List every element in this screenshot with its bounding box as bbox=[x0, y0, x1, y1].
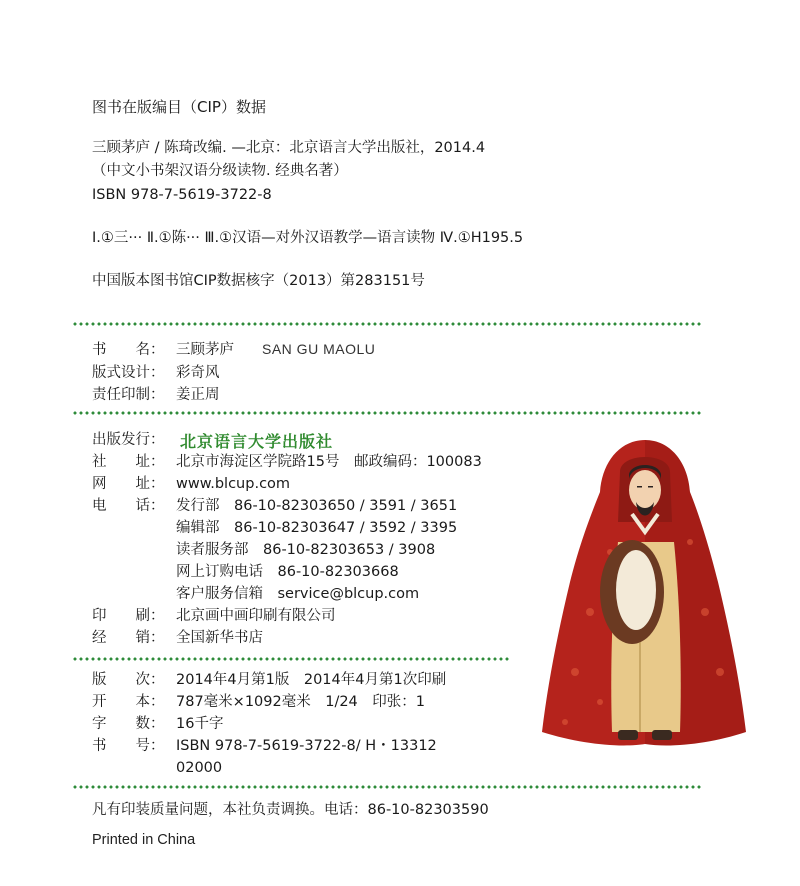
dotted-divider-4 bbox=[72, 785, 702, 789]
cip-line-2: （中文小书架汉语分级读物. 经典名著） bbox=[92, 163, 348, 179]
distributor-value: 全国新华书店 bbox=[176, 630, 263, 646]
book-title-pinyin: SAN GU MAOLU bbox=[262, 341, 376, 357]
design-label: 版式设计： bbox=[92, 365, 165, 381]
print-resp-label: 责任印制： bbox=[92, 387, 165, 403]
edition-label: 版 次： bbox=[92, 672, 165, 688]
book-number-value-2: 02000 bbox=[176, 760, 223, 776]
phone-online-order: 网上订购电话 86-10-82303668 bbox=[176, 564, 399, 580]
book-number-value: ISBN 978-7-5619-3722-8/ H・13312 bbox=[176, 738, 437, 754]
cip-isbn: ISBN 978-7-5619-3722-8 bbox=[92, 187, 272, 203]
cip-line-1: 三顾茅庐 / 陈琦改编. —北京：北京语言大学出版社，2014.4 bbox=[92, 140, 486, 156]
phone-reader-service: 读者服务部 86-10-82303653 / 3908 bbox=[176, 542, 436, 558]
dotted-divider-1 bbox=[72, 322, 702, 326]
cip-heading: 图书在版编目（CIP）数据 bbox=[92, 98, 266, 116]
dotted-divider-3 bbox=[72, 657, 510, 661]
word-count-value: 16千字 bbox=[176, 716, 224, 732]
phone-distribution: 发行部 86-10-82303650 / 3591 / 3651 bbox=[176, 498, 458, 514]
website-label: 网 址： bbox=[92, 476, 165, 492]
format-label: 开 本： bbox=[92, 694, 165, 710]
book-title: 三顾茅庐 bbox=[176, 342, 234, 358]
phone-label: 电 话： bbox=[92, 498, 165, 514]
dotted-divider-2 bbox=[72, 411, 702, 415]
publisher-label: 出版发行： bbox=[92, 432, 165, 448]
website-value: www.blcup.com bbox=[176, 476, 291, 492]
address-label: 社 址： bbox=[92, 454, 165, 470]
print-resp-value: 姜正周 bbox=[176, 387, 220, 403]
scholar-illustration bbox=[540, 432, 750, 752]
printer-label: 印 刷： bbox=[92, 608, 165, 624]
customer-service-email: 客户服务信箱 service@blcup.com bbox=[176, 586, 420, 602]
printed-in-china: Printed in China bbox=[92, 832, 196, 848]
quality-notice: 凡有印装质量问题，本社负责调换。电话：86-10-82303590 bbox=[92, 802, 489, 818]
book-title-label: 书 名： bbox=[92, 342, 165, 358]
edition-value: 2014年4月第1版 2014年4月第1次印刷 bbox=[176, 672, 447, 688]
format-value: 787毫米×1092毫米 1/24 印张：1 bbox=[176, 694, 426, 710]
word-count-label: 字 数： bbox=[92, 716, 165, 732]
phone-editorial: 编辑部 86-10-82303647 / 3592 / 3395 bbox=[176, 520, 458, 536]
distributor-label: 经 销： bbox=[92, 630, 165, 646]
cip-verify-number: 中国版本图书馆CIP数据核字（2013）第283151号 bbox=[92, 273, 425, 289]
design-value: 彩奇风 bbox=[176, 365, 220, 381]
publisher-logo: 北京语言大学出版社 bbox=[180, 432, 334, 451]
address-value: 北京市海淀区学院路15号 邮政编码：100083 bbox=[176, 454, 482, 470]
cip-classification: Ⅰ.①三··· Ⅱ.①陈··· Ⅲ.①汉语—对外汉语教学—语言读物 Ⅳ.①H195.5 bbox=[92, 230, 524, 246]
book-number-label: 书 号： bbox=[92, 738, 165, 754]
printer-value: 北京画中画印刷有限公司 bbox=[176, 608, 336, 624]
